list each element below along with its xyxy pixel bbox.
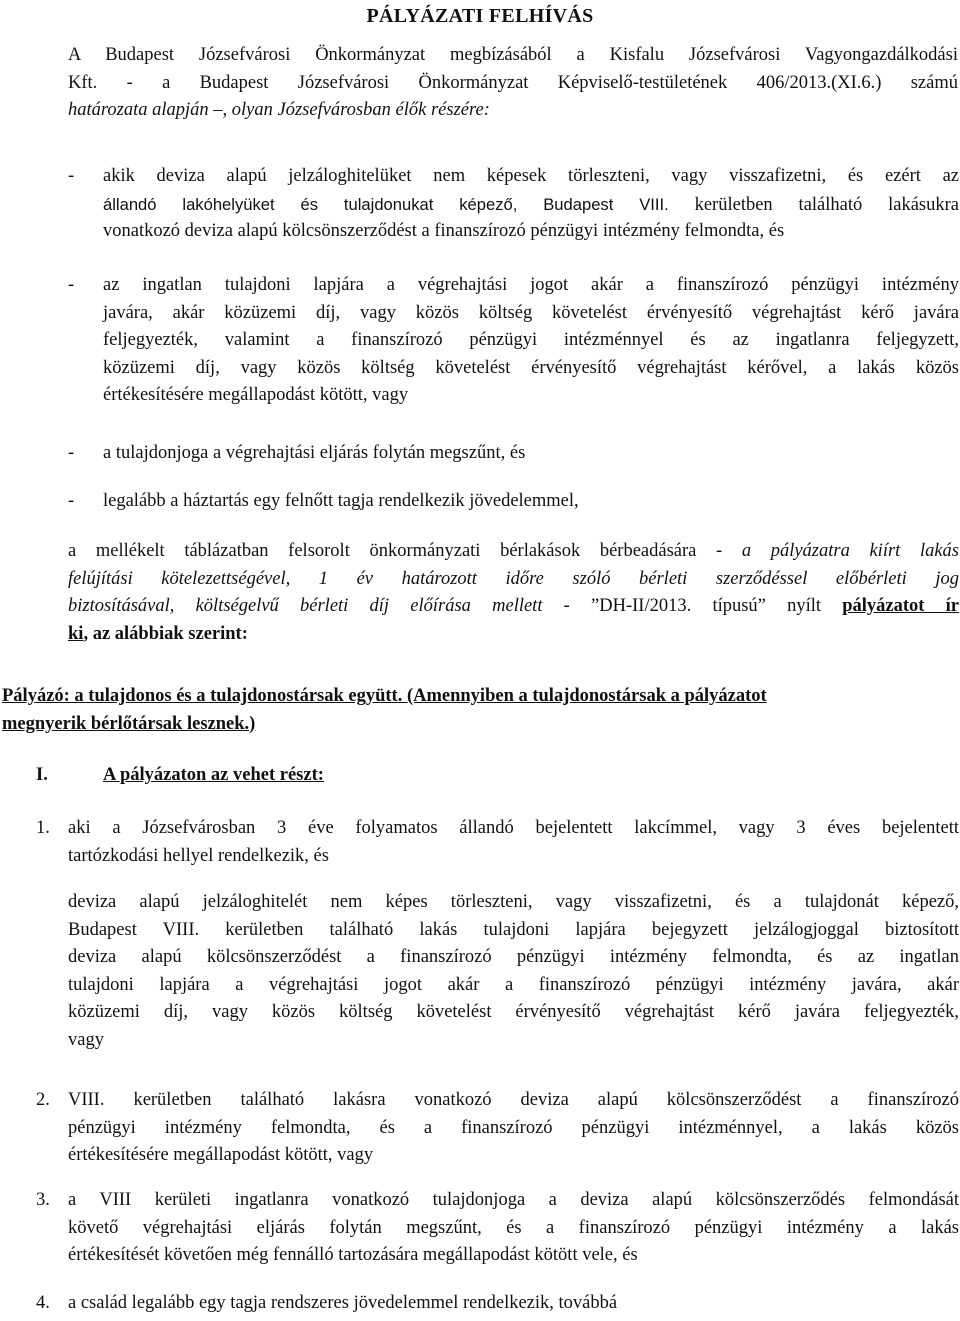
tender-italic: a pályázatra kiírt lakás (741, 541, 959, 561)
item-line: pénzügyi intézmény felmondta, és a finanszírozó pénzügyi intézménnyel, a lakás közös (68, 1117, 959, 1138)
intro-line-italic: határozata alapján –, olyan Józsefvárosban élők részére: (68, 100, 490, 120)
tender-italic: biztosításával, költségelvű bérleti díj előírása mellett (68, 596, 543, 616)
tender-line (68, 593, 959, 621)
list-item-2 (68, 1087, 959, 1170)
bullet-dash: - (68, 275, 75, 295)
intro-line: A Budapest Józsefvárosi Önkormányzat megbízásából a Kisfalu Józsefvárosi Vagyongazdálkodási (68, 45, 958, 65)
item-line: deviza alapú jelzáloghitelét nem képes törleszteni, vagy visszafizetni, és a tulajdonát képező, (68, 892, 959, 912)
item-line: Budapest VIII. kerületben található lakás tulajdoni lapjára bejegyzett jelzálogjoggal biztosított (68, 919, 959, 940)
bullet-item-1 (103, 163, 959, 246)
item-line: vagy (68, 1029, 104, 1050)
tender-paragraph (68, 538, 959, 648)
item-number: 4. (36, 1293, 50, 1313)
bullet-dash: - (68, 491, 75, 511)
applicant-line: megnyerik bérlőtársak lesznek.) (2, 713, 256, 734)
bullet-line: a tulajdonjoga a végrehajtási eljárás folytán megszűnt, és (103, 443, 526, 463)
tender-underline: ki (68, 623, 84, 644)
tender-line (68, 621, 959, 649)
bullet-line (103, 191, 959, 219)
tender-text: - ”DH-II/2013. típusú” nyílt (542, 596, 843, 616)
section-number: I. (36, 765, 48, 785)
bullet-line: akik deviza alapú jelzáloghitelüket nem képesek törleszteni, vagy visszafizetni, és ezért az (103, 166, 959, 186)
bullet-line: az ingatlan tulajdoni lapjára a végrehajtási jogot akár a finanszírozó pénzügyi intézmény (103, 275, 959, 295)
tender-bold: , az alábbiak szerint: (83, 623, 248, 644)
item-line: tartózkodási hellyel rendelkezik, és (68, 845, 329, 866)
intro-line (68, 97, 958, 125)
item-line: értékesítésére megállapodást kötött, vagy (68, 1145, 374, 1165)
bullet-line: legalább a háztartás egy felnőtt tagja rendelkezik jövedelemmel, (103, 491, 579, 511)
intro-line: Kft. - a Budapest Józsefvárosi Önkormányzat Képviselő-testületének 406/2013.(XI.6.) számú (68, 72, 958, 93)
bullet-line: értékesítésére megállapodást kötött, vagy (103, 385, 409, 405)
tender-text: a mellékelt táblázatban felsorolt önkormányzati bérlakások bérbeadására - (68, 541, 742, 561)
list-item-1 (68, 815, 959, 870)
item-line: aki a Józsefvárosban 3 éve folyamatos állandó bejelentett lakcímmel, vagy 3 éves bejelentett (68, 818, 959, 838)
item-line: követő végrehajtási eljárás folytán megszűnt, és a finanszírozó pénzügyi intézmény a lakás (68, 1217, 959, 1238)
applicant-statement (2, 683, 959, 738)
item-number: 2. (36, 1090, 50, 1110)
item-line: a VIII kerületi ingatlanra vonatkozó tulajdonjoga a deviza alapú kölcsönszerződés felmondását (68, 1190, 959, 1210)
bullet-line: feljegyezték, valamint a finanszírozó pénzügyi intézménnyel és az ingatlanra feljegyzett, (103, 330, 959, 350)
intro-paragraph (68, 42, 958, 125)
list-item-3 (68, 1187, 959, 1270)
bullet-line: javára, akár közüzemi díj, vagy közös költség követelést érvényesítő végrehajtást kérő javára (103, 302, 959, 323)
item-number: 1. (36, 818, 50, 838)
bullet-dash: - (68, 443, 75, 463)
item-1-continuation (68, 889, 959, 1054)
item-line: közüzemi díj, vagy közös költség követelést érvényesítő végrehajtást kérő javára feljegyezték, (68, 1002, 959, 1022)
bullet-line: vonatkozó deviza alapú kölcsönszerződést a finanszírozó pénzügyi intézmény felmondta, és (103, 221, 785, 241)
bullet-item-4 (103, 488, 959, 516)
tender-line: felújítási kötelezettségével, 1 év határozott időre szóló bérleti szerződéssel előbérleti jog (68, 568, 959, 589)
page-title: PÁLYÁZATI FELHÍVÁS (366, 5, 594, 27)
item-line: tulajdoni lapjára a végrehajtási jogot akár a finanszírozó pénzügyi intézmény javára, akár (68, 974, 959, 995)
item-line: deviza alapú kölcsönszerződést a finanszírozó pénzügyi intézmény felmondta, és az ingatlan (68, 947, 959, 967)
item-line: a család legalább egy tagja rendszeres jövedelemmel rendelkezik, továbbá (68, 1293, 618, 1313)
section-heading: A pályázaton az vehet részt: (103, 765, 324, 785)
bullet-text: kerületben található lakásukra (668, 194, 960, 215)
bullet-dash: - (68, 166, 75, 186)
applicant-line: Pályázó: a tulajdonos és a tulajdonostársak együtt. (Amennyiben a tulajdonostársak a pályázatot (2, 686, 767, 706)
list-item-4 (68, 1290, 959, 1318)
item-line: értékesítését követően még fennálló tartozására megállapodást kötött vele, és (68, 1245, 638, 1265)
tender-bold-underline: pályázatot ír (842, 596, 960, 616)
item-number: 3. (36, 1190, 50, 1210)
tender-line (68, 538, 959, 566)
bullet-sans-text: állandó lakóhelyüket és tulajdonukat képező, Budapest VIII. (103, 194, 669, 214)
item-line: VIII. kerületben található lakásra vonatkozó deviza alapú kölcsönszerződést a finanszírozó (68, 1090, 959, 1110)
bullet-line: közüzemi díj, vagy közös költség követelést érvényesítő végrehajtást kérővel, a lakás közös (103, 357, 959, 378)
bullet-item-3 (103, 440, 959, 468)
bullet-item-2 (103, 272, 959, 410)
